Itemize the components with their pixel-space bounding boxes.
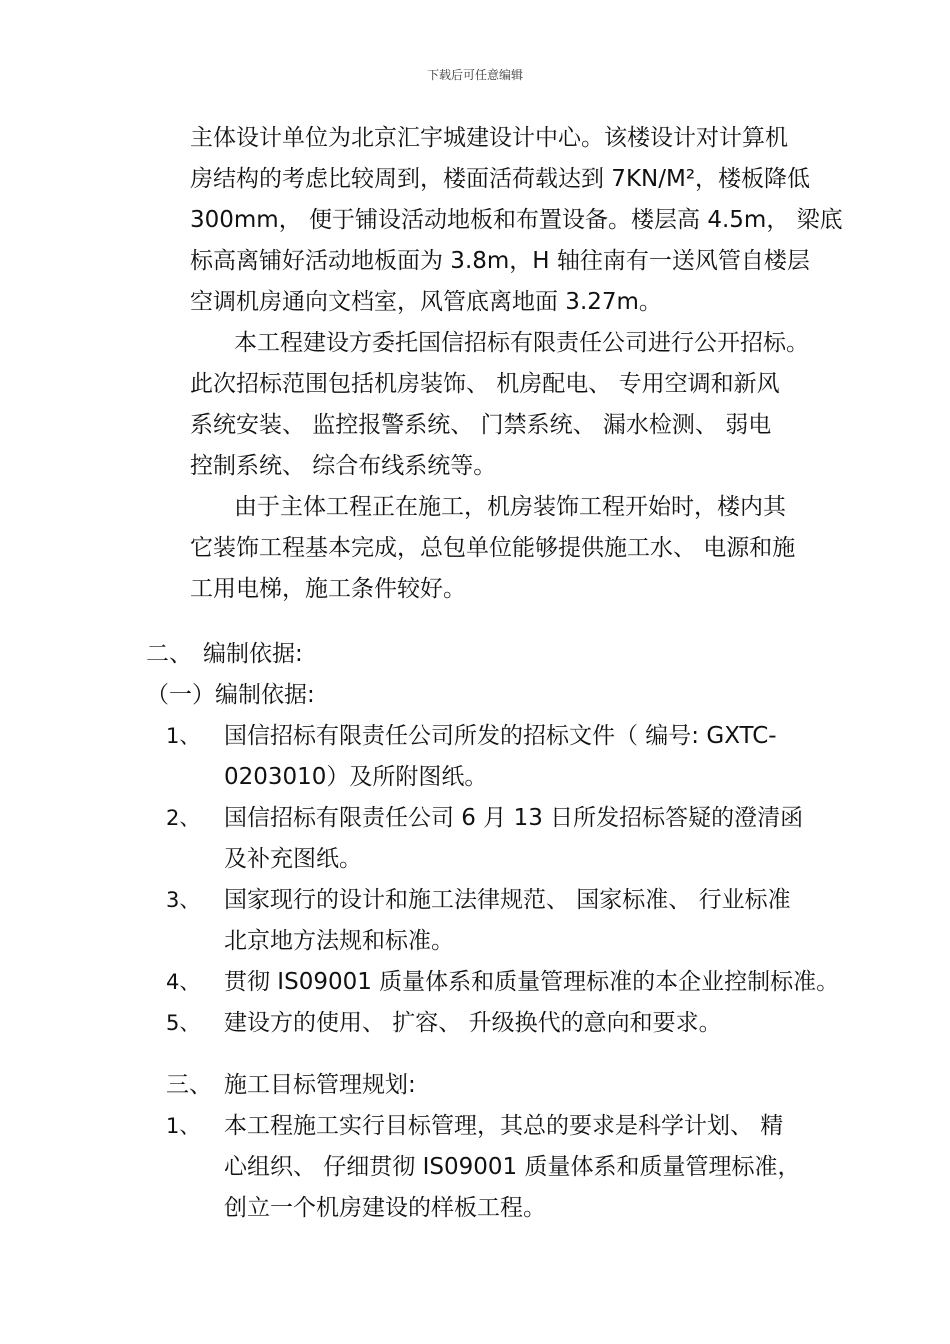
subsection-title: （一）编制依据: [146, 682, 315, 708]
paragraph-line: 系统安装、 监控报警系统、 门禁系统、 漏水检测、 弱电 [190, 412, 772, 438]
list-item-line: 0203010）及所附图纸。 [224, 764, 488, 790]
paragraph-line: 300mm， 便于铺设活动地板和布置设备。楼层高 4.5m， 梁底 [190, 207, 843, 233]
paragraph-line: 标高离铺好活动地板面为 3.8m，H 轴往南有一送风管自楼层 [190, 248, 810, 274]
paragraph-line: 房结构的考虑比较周到，楼面活荷载达到 7KN/M²，楼板降低 [190, 166, 811, 192]
list-item-line: 国信招标有限责任公司所发的招标文件（ 编号: GXTC- [224, 723, 777, 749]
list-number: 1、 [166, 724, 201, 748]
list-item-line: 本工程施工实行目标管理，其总的要求是科学计划、 精 [224, 1113, 784, 1139]
list-number: 4、 [166, 970, 201, 994]
list-number: 2、 [166, 806, 201, 830]
page-header: 下载后可任意编辑 [426, 68, 523, 82]
list-item-line: 心组织、 仔细贯彻 IS09001 质量体系和质量管理标准， [224, 1154, 801, 1180]
section-title: 编制依据: [203, 641, 303, 667]
list-item-line: 建设方的使用、 扩容、 升级换代的意向和要求。 [224, 1010, 722, 1036]
section-title: 施工目标管理规划: [224, 1072, 416, 1098]
paragraph-line: 控制系统、 综合布线系统等。 [190, 453, 497, 479]
list-item-line: 创立一个机房建设的样板工程。 [224, 1195, 546, 1221]
list-number: 5、 [166, 1011, 201, 1035]
paragraph-line: 主体设计单位为北京汇宇城建设计中心。该楼设计对计算机 [190, 125, 788, 151]
list-item-line: 及补充图纸。 [224, 846, 362, 872]
paragraph-line: 空调机房通向文档室，风管底离地面 3.27m。 [190, 289, 662, 315]
paragraph-line: 工用电梯，施工条件较好。 [190, 576, 466, 602]
paragraph-line: 由于主体工程正在施工，机房装饰工程开始时，楼内其 [234, 494, 786, 520]
section-number: 二、 [146, 641, 192, 667]
list-number: 3、 [166, 888, 201, 912]
list-item-line: 国家现行的设计和施工法律规范、 国家标准、 行业标准 [224, 887, 791, 913]
paragraph-line: 此次招标范围包括机房装饰、 机房配电、 专用空调和新风 [190, 371, 780, 397]
section-number: 三、 [166, 1072, 212, 1098]
list-item-line: 国信招标有限责任公司 6 月 13 日所发招标答疑的澄清函 [224, 805, 804, 831]
paragraph-line: 它装饰工程基本完成，总包单位能够提供施工水、 电源和施 [190, 535, 796, 561]
paragraph-line: 本工程建设方委托国信招标有限责任公司进行公开招标。 [234, 330, 809, 356]
list-item-line: 贯彻 IS09001 质量体系和质量管理标准的本企业控制标准。 [224, 969, 840, 995]
list-item-line: 北京地方法规和标准。 [224, 928, 454, 954]
list-number: 1、 [166, 1114, 201, 1138]
